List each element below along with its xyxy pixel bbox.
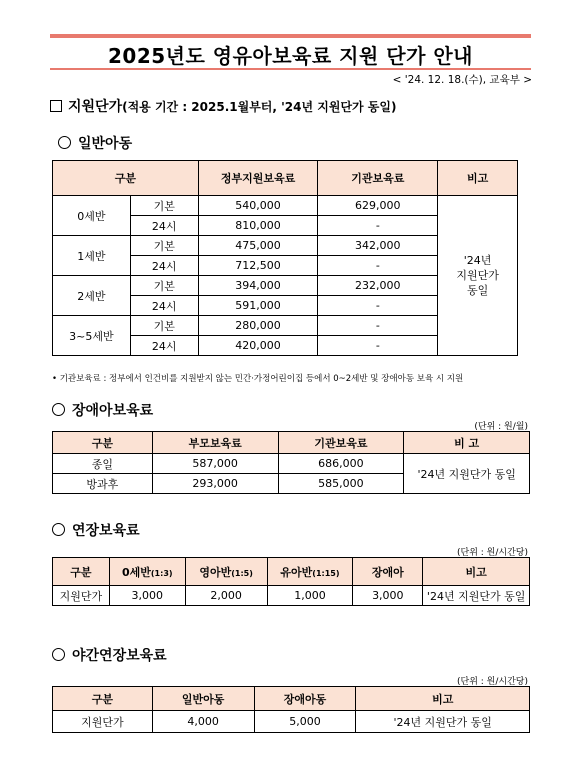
disabled-heading — [52, 400, 153, 420]
row-type: 24시 — [130, 216, 198, 236]
extended-heading-text: 연장보육료 — [72, 523, 140, 539]
parent-value: 587,000 — [152, 454, 278, 474]
disabled-col-inst: 기관보육료 — [278, 432, 404, 454]
cell-remark: '24년 지원단가 동일 — [356, 711, 530, 733]
night-heading-text: 야간연장보육료 — [72, 648, 167, 664]
extended-col-category — [53, 558, 110, 586]
col-main: 영아반 — [199, 565, 232, 579]
night-col-category: 구분 — [53, 687, 153, 711]
extended-col-disabled — [353, 558, 423, 586]
cell-value: 3,000 — [109, 586, 185, 606]
col-ratio: (1:3) — [150, 568, 173, 578]
night-col-disabled: 장애아동 — [254, 687, 356, 711]
extended-heading — [52, 520, 140, 540]
col-ratio: (1:5) — [231, 568, 253, 578]
row-type: 24시 — [130, 296, 198, 316]
table-row — [53, 196, 518, 216]
main-heading-sub: (적용 기간 : 2025.1월부터, '24년 지원단가 동일) — [122, 100, 397, 114]
disabled-heading-text: 장애아보육료 — [72, 403, 154, 419]
extended-col-age0 — [109, 558, 185, 586]
night-unit: (단위 : 원/시간당) — [457, 677, 528, 687]
gov-value: 712,500 — [198, 256, 318, 276]
gov-value: 591,000 — [198, 296, 318, 316]
row-type: 기본 — [130, 316, 198, 336]
inst-value: - — [318, 296, 438, 316]
gov-value: 420,000 — [198, 336, 318, 356]
group-label: 3~5세반 — [53, 316, 131, 356]
inst-value: - — [318, 316, 438, 336]
square-bullet-icon — [50, 100, 62, 112]
row-type: 기본 — [130, 236, 198, 256]
col-main: 장애아 — [371, 565, 404, 579]
row-label: 지원단가 — [53, 586, 110, 606]
cell-value: 1,000 — [267, 586, 353, 606]
general-col-inst: 기관보육료 — [318, 161, 438, 196]
col-main: 구분 — [70, 565, 92, 579]
cell-remark: '24년 지원단가 동일 — [423, 586, 530, 606]
group-label: 0세반 — [53, 196, 131, 236]
inst-value: 232,000 — [318, 276, 438, 296]
cell-value: 4,000 — [152, 711, 254, 733]
remark-line: '24년 — [463, 254, 492, 267]
gov-value: 280,000 — [198, 316, 318, 336]
inst-value: - — [318, 336, 438, 356]
night-col-remark: 비고 — [356, 687, 530, 711]
group-label: 2세반 — [53, 276, 131, 316]
circle-bullet-icon — [52, 523, 65, 536]
dateline: < '24. 12. 18.(수), 교육부 > — [392, 74, 532, 86]
extended-col-infant — [185, 558, 267, 586]
gov-value: 394,000 — [198, 276, 318, 296]
row-label: 종일 — [53, 454, 153, 474]
table-row — [53, 711, 530, 733]
general-remark — [438, 196, 518, 356]
disabled-remark: '24년 지원단가 동일 — [404, 454, 530, 494]
night-heading — [52, 645, 167, 665]
inst-value: - — [318, 216, 438, 236]
disabled-col-remark: 비 고 — [404, 432, 530, 454]
circle-bullet-icon — [58, 136, 71, 149]
row-label: 방과후 — [53, 474, 153, 494]
cell-value: 5,000 — [254, 711, 356, 733]
circle-bullet-icon — [52, 648, 65, 661]
general-col-category: 구분 — [53, 161, 199, 196]
row-label: 지원단가 — [53, 711, 153, 733]
general-col-remark: 비고 — [438, 161, 518, 196]
disabled-table — [52, 431, 530, 494]
general-heading-text: 일반아동 — [78, 136, 133, 152]
title-bottom-rule — [50, 68, 531, 70]
gov-value: 810,000 — [198, 216, 318, 236]
circle-bullet-icon — [52, 403, 65, 416]
remark-line: 동일 — [466, 284, 489, 297]
table-row — [53, 454, 530, 474]
general-col-gov: 정부지원보육료 — [198, 161, 318, 196]
extended-col-toddler — [267, 558, 353, 586]
main-section-heading — [50, 96, 396, 116]
inst-value: 585,000 — [278, 474, 404, 494]
disabled-col-category: 구분 — [53, 432, 153, 454]
extended-col-remark — [423, 558, 530, 586]
col-ratio: (1:15) — [312, 568, 340, 578]
group-label: 1세반 — [53, 236, 131, 276]
row-type: 24시 — [130, 256, 198, 276]
main-heading-text: 지원단가 — [68, 99, 123, 115]
gov-value: 540,000 — [198, 196, 318, 216]
extended-unit: (단위 : 원/시간당) — [457, 548, 528, 558]
night-col-general: 일반아동 — [152, 687, 254, 711]
footnote: • 기관보육료 : 정부에서 인건비를 지원받지 않는 민간·가정어린이집 등에서 0~2세반 및 장애아동 보육 시 지원 — [52, 374, 464, 384]
disabled-unit: (단위 : 원/월) — [474, 422, 528, 432]
cell-value: 3,000 — [353, 586, 423, 606]
col-main: 비고 — [465, 565, 487, 579]
inst-value: - — [318, 256, 438, 276]
cell-value: 2,000 — [185, 586, 267, 606]
general-heading — [58, 133, 132, 153]
inst-value: 342,000 — [318, 236, 438, 256]
night-table — [52, 686, 530, 733]
inst-value: 686,000 — [278, 454, 404, 474]
general-table — [52, 160, 518, 356]
remark-line: 지원단가 — [456, 269, 499, 282]
gov-value: 475,000 — [198, 236, 318, 256]
col-main: 0세반 — [121, 565, 151, 579]
row-type: 24시 — [130, 336, 198, 356]
col-main: 유아반 — [280, 565, 313, 579]
extended-table — [52, 557, 530, 606]
table-row — [53, 586, 530, 606]
title-top-rule — [50, 34, 531, 38]
row-type: 기본 — [130, 196, 198, 216]
disabled-col-parent: 부모보육료 — [152, 432, 278, 454]
row-type: 기본 — [130, 276, 198, 296]
parent-value: 293,000 — [152, 474, 278, 494]
inst-value: 629,000 — [318, 196, 438, 216]
page-title: 2025년도 영유아보육료 지원 단가 안내 — [108, 44, 473, 68]
